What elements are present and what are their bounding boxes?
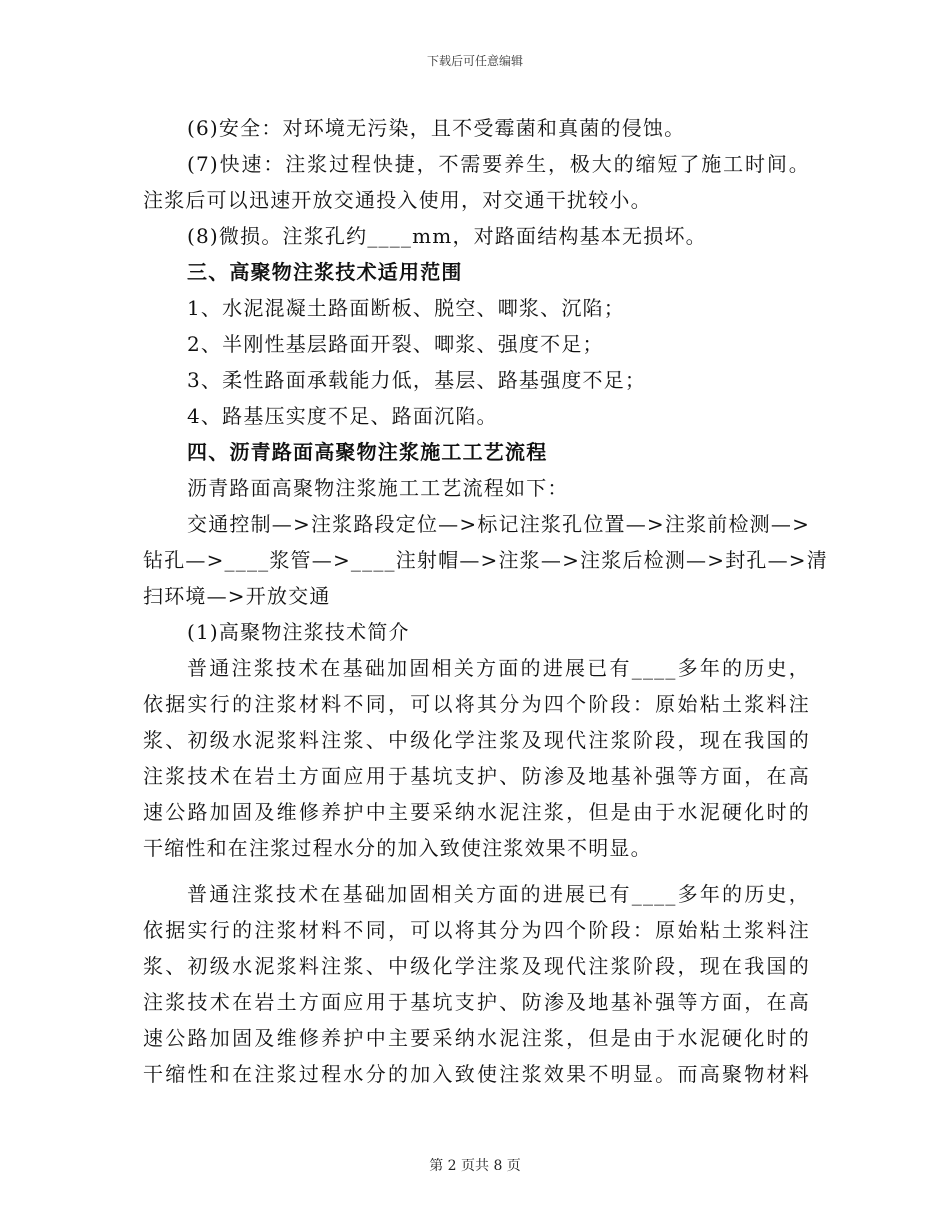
document-body: [143, 110, 828, 1092]
text-line: 浆、初级水泥浆料注浆、中级化学注浆及现代注浆阶段，现在我国的: [143, 728, 810, 752]
text-line: (8)微损。注浆孔约____mm，对路面结构基本无损坏。: [187, 224, 707, 248]
paragraph-gap: [143, 866, 810, 876]
text-line: 普通注浆技术在基础加固相关方面的进展已有____多年的历史，: [187, 656, 810, 680]
text-line: (7)快速：注浆过程快捷，不需要养生，极大的缩短了施工时间。: [187, 152, 810, 176]
text-line: 干缩性和在注浆过程水分的加入致使注浆效果不明显。: [143, 836, 652, 860]
text-line: 依据实行的注浆材料不同，可以将其分为四个阶段：原始粘土浆料注: [143, 692, 810, 716]
text-line: 注浆技术在岩土方面应用于基坑支护、防渗及地基补强等方面，在高: [143, 990, 810, 1014]
text-line: 普通注浆技术在基础加固相关方面的进展已有____多年的历史，: [187, 882, 810, 906]
text-line: 注浆技术在岩土方面应用于基坑支护、防渗及地基补强等方面，在高: [143, 764, 810, 788]
text-line: 钻孔—>____浆管—>____注射帽—>注浆—>注浆后检测—>封孔—>清: [143, 548, 828, 572]
text-line: 干缩性和在注浆过程水分的加入致使注浆效果不明显。而高聚物材料: [143, 1062, 810, 1086]
text-line: 依据实行的注浆材料不同，可以将其分为四个阶段：原始粘土浆料注: [143, 918, 810, 942]
text-line: 注浆后可以迅速开放交通投入使用，对交通干扰较小。: [143, 188, 652, 212]
page-header: 下载后可任意编辑: [426, 54, 523, 68]
text-line: 交通控制—>注浆路段定位—>标记注浆孔位置—>注浆前检测—>: [187, 512, 811, 536]
text-line: 2、半刚性基层路面开裂、唧浆、强度不足；: [187, 332, 604, 356]
text-line: 1、水泥混凝土路面断板、脱空、唧浆、沉陷；: [187, 296, 625, 320]
text-line: (6)安全：对环境无污染，且不受霉菌和真菌的侵蚀。: [187, 116, 686, 140]
text-line: 扫环境—>开放交通: [143, 584, 331, 608]
section-heading: 四、沥青路面高聚物注浆施工工艺流程: [187, 440, 548, 464]
text-line: (1)高聚物注浆技术简介: [187, 620, 410, 644]
page-footer: 第 2 页共 8 页: [429, 1158, 521, 1174]
text-line: 沥青路面高聚物注浆施工工艺流程如下：: [187, 476, 569, 500]
text-line: 速公路加固及维修养护中主要采纳水泥注浆，但是由于水泥硬化时的: [143, 800, 810, 824]
text-line: 浆、初级水泥浆料注浆、中级化学注浆及现代注浆阶段，现在我国的: [143, 954, 810, 978]
text-line: 速公路加固及维修养护中主要采纳水泥注浆，但是由于水泥硬化时的: [143, 1026, 810, 1050]
text-line: 3、柔性路面承载能力低，基层、路基强度不足；: [187, 368, 647, 392]
section-heading: 三、高聚物注浆技术适用范围: [187, 260, 463, 284]
text-line: 4、路基压实度不足、路面沉陷。: [187, 404, 498, 428]
